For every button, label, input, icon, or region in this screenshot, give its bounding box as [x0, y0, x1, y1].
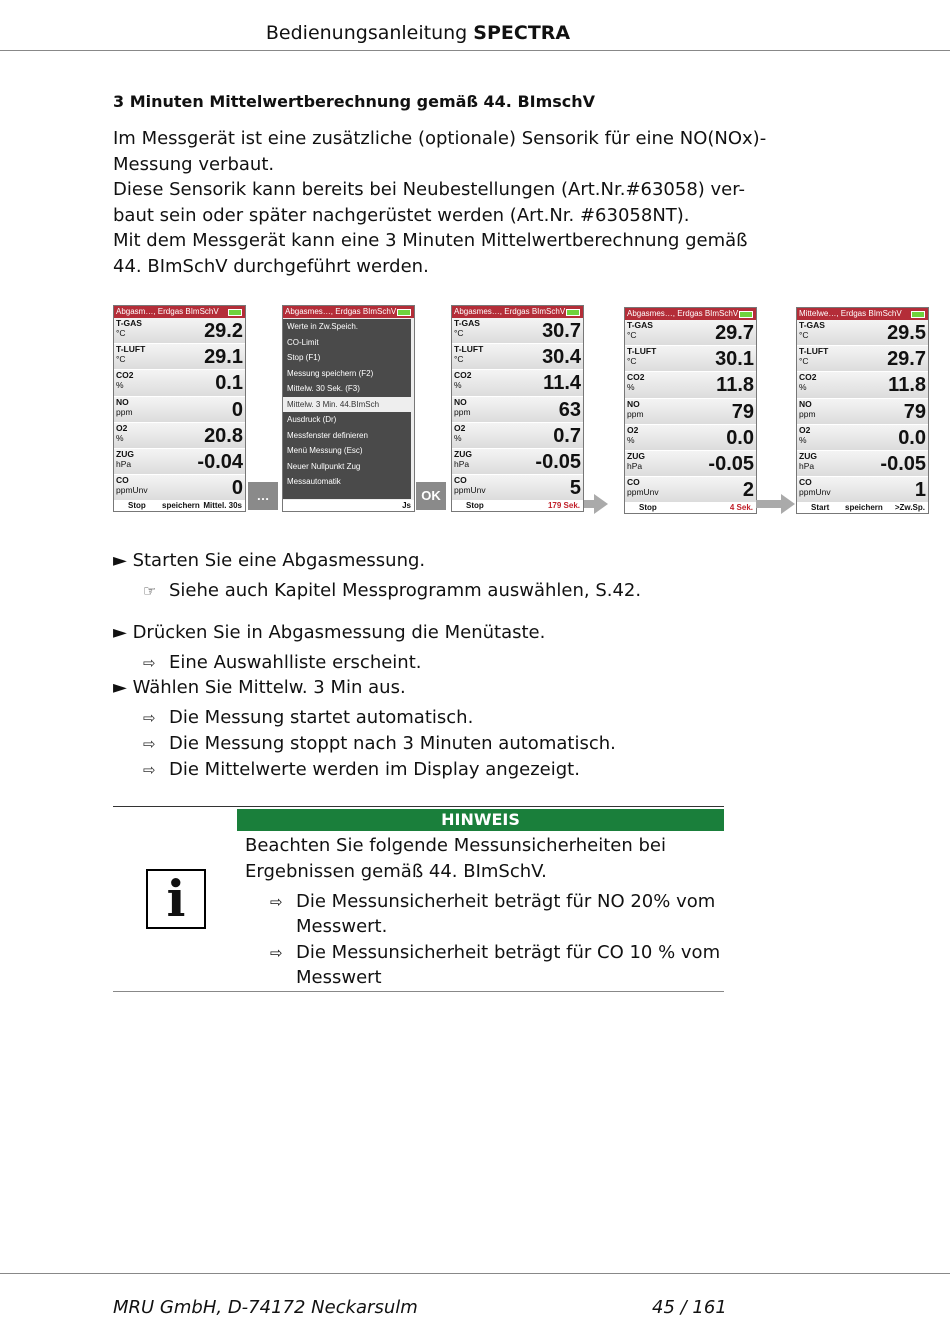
measurement-value: 1: [914, 479, 926, 502]
measurement-unit: °C: [799, 330, 809, 340]
measurement-unit: °C: [627, 356, 637, 367]
measurement-unit: %: [116, 432, 124, 443]
measurement-value: 29.1: [204, 346, 243, 369]
result-arrow-icon: ⇨: [143, 654, 156, 672]
measurement-row: [797, 320, 928, 346]
ok-key-button[interactable]: OK: [416, 482, 446, 510]
measurement-label: T-GAS: [454, 318, 480, 328]
menu-item[interactable]: Menü Messung (Esc): [287, 446, 363, 455]
measurement-label: CO2: [799, 372, 817, 383]
footer-rule: [0, 1273, 950, 1274]
measurement-value: 63: [558, 398, 581, 421]
arrow-right-icon: [594, 494, 608, 514]
battery-icon: [911, 311, 925, 318]
screen-title-bar: Abgasmes…, Erdgas BImSchV: [283, 306, 414, 318]
softkey-right[interactable]: 4 Sek.: [729, 503, 753, 512]
measurement-unit: °C: [454, 328, 464, 338]
menu-item[interactable]: CO-Limit: [287, 337, 319, 347]
measurement-label: CO2: [454, 370, 472, 381]
measurement-row: [625, 372, 756, 398]
measurement-unit: %: [116, 380, 124, 391]
measurement-row: [625, 451, 756, 477]
step-1-reference: ☞ Siehe auch Kapitel Messprogramm auswählen, S.42.: [143, 580, 642, 601]
measurement-row: [797, 477, 928, 503]
measurement-row: [625, 399, 756, 425]
measurement-label: NO: [454, 396, 467, 407]
measurement-label: NO: [116, 396, 129, 407]
softkey-right[interactable]: Mittel. 30s: [203, 501, 242, 510]
measurement-row: [114, 475, 245, 501]
measurement-value: 0.1: [215, 372, 243, 395]
measurement-value: 11.8: [888, 374, 926, 397]
page-header: Bedienungsanleitung SPECTRA: [265, 22, 571, 44]
selection-menu: [283, 319, 411, 499]
softkey-middle[interactable]: speichern: [162, 501, 200, 510]
step-2: ► Drücken Sie in Abgasmessung die Menütaste.: [113, 622, 546, 643]
measurement-row: [797, 425, 928, 451]
result-arrow-icon: ⇨: [143, 735, 156, 753]
measurement-label: NO: [799, 398, 812, 409]
measurement-unit: hPa: [799, 460, 815, 471]
measurement-unit: %: [627, 382, 635, 393]
measurement-value: 20.8: [204, 424, 243, 447]
footer-company: MRU GmbH, D-74172 Neckarsulm: [113, 1297, 418, 1318]
measurement-row: [114, 370, 245, 396]
measurement-value: 79: [903, 400, 926, 423]
softkey-bar: [797, 502, 928, 513]
notice-item-1-cont: Messwert.: [296, 916, 388, 937]
measurement-label: T-LUFT: [116, 344, 146, 355]
measurement-value: 0.0: [898, 426, 926, 449]
menu-item[interactable]: Stop (F1): [287, 353, 321, 362]
measurement-label: T-GAS: [627, 320, 653, 330]
battery-icon: [228, 309, 242, 316]
measurement-unit: ppmUnv: [627, 487, 659, 498]
result-arrow-icon: ⇨: [270, 893, 283, 911]
measurement-row: [452, 449, 583, 475]
measurement-unit: °C: [116, 354, 126, 365]
measurement-value: -0.04: [197, 450, 243, 473]
measurement-unit: ppm: [116, 406, 133, 417]
measurement-row: [797, 399, 928, 425]
notice-label: HINWEIS: [237, 809, 724, 831]
measurement-row: [625, 346, 756, 372]
notice-item-2-cont: Messwert: [296, 967, 382, 988]
measurement-label: CO: [627, 477, 640, 488]
measurement-row: [114, 318, 245, 344]
measurement-value: 2: [742, 479, 754, 502]
intro-paragraph: Im Messgerät ist eine zusätzliche (optionale) Sensorik für eine NO(NOx)- Messung verbaut. Diese Sensorik kann bereits bei Neubestellungen (Art.Nr.#63058) ver- baut sein oder später nachgerüstet werden (Art.Nr. #63058NT). Mit dem Messgerät kann eine 3 Minuten Mittelwertberechnung gemäß 44. BImSchV durchgeführt werden.: [113, 128, 767, 277]
measurement-value: 0: [231, 477, 243, 500]
measurement-unit: hPa: [627, 460, 643, 471]
measurement-row: [114, 449, 245, 475]
measurement-value: 0.0: [726, 426, 754, 449]
battery-icon: [739, 311, 753, 318]
measurement-label: T-GAS: [799, 320, 825, 330]
notice-item-2: ⇨ Die Messunsicherheit beträgt für CO 10 % vom: [270, 940, 720, 967]
measurement-unit: °C: [454, 354, 464, 365]
measurement-unit: %: [799, 382, 807, 393]
measurement-label: CO: [799, 477, 812, 488]
softkey-middle[interactable]: speichern: [845, 503, 883, 512]
measurement-label: O2: [454, 422, 466, 433]
screen-title-bar: Abgasmes…, Erdgas BImSchV: [625, 308, 756, 320]
measurement-unit: ppmUnv: [116, 485, 148, 496]
measurement-row: [452, 475, 583, 501]
arrow-right-icon: [781, 494, 795, 514]
softkey-left[interactable]: Stop: [466, 501, 484, 510]
menu-item[interactable]: Werte in Zw.Speich.: [287, 322, 358, 331]
screen-title-bar: Abgasmes…, Erdgas BImSchV: [452, 306, 583, 318]
measurement-unit: ppmUnv: [454, 485, 486, 496]
measurement-unit: ppmUnv: [799, 487, 831, 498]
softkey-bar: [283, 500, 414, 511]
menu-item[interactable]: Mittelw. 30 Sek. (F3): [287, 384, 360, 393]
measurement-row: [797, 372, 928, 398]
softkey-right[interactable]: >Zw.Sp.: [894, 503, 925, 512]
notice-item-1: ⇨ Die Messunsicherheit beträgt für NO 20% vom: [270, 889, 715, 916]
measurement-unit: %: [454, 380, 462, 391]
step-3-result-1: ⇨ Die Messung startet automatisch.: [143, 707, 474, 728]
battery-icon: [397, 309, 411, 316]
measurement-unit: ppm: [627, 408, 644, 419]
measurement-label: CO: [116, 475, 129, 486]
measurement-label: ZUG: [627, 450, 645, 461]
menu-key-button[interactable]: …: [248, 482, 278, 510]
softkey-left[interactable]: Stop: [639, 503, 657, 512]
info-icon: i: [146, 869, 206, 929]
measurement-value: 29.7: [715, 322, 754, 344]
softkey-bar: [114, 500, 245, 511]
softkey-right[interactable]: 179 Sek.: [547, 501, 580, 510]
device-screen-5: [796, 307, 929, 514]
measurement-unit: ppm: [454, 406, 471, 417]
measurement-label: O2: [799, 424, 811, 435]
step-2-result: ⇨ Eine Auswahlliste erscheint.: [143, 652, 422, 673]
measurement-unit: %: [454, 432, 462, 443]
menu-item[interactable]: Messung speichern (F2): [287, 368, 374, 378]
arrow-bar-1: [584, 500, 594, 508]
measurement-value: 29.5: [887, 322, 926, 344]
measurement-label: ZUG: [454, 448, 472, 459]
section-heading: 3 Minuten Mittelwertberechnung gemäß 44. BImschV: [113, 92, 596, 111]
measurement-value: 30.7: [542, 320, 581, 342]
measurement-unit: °C: [799, 356, 809, 367]
measurement-label: CO2: [627, 372, 645, 383]
measurement-value: 79: [731, 400, 754, 423]
product-name: SPECTRA: [473, 22, 571, 44]
footer-page-number: 45 / 161: [652, 1297, 727, 1318]
notice-text: Beachten Sie folgende Messunsicherheiten bei Ergebnissen gemäß 44. BImSchV.: [245, 835, 666, 882]
measurement-row: [625, 477, 756, 503]
measurement-row: [114, 344, 245, 370]
measurement-unit: hPa: [116, 458, 132, 469]
device-screen-4: [624, 307, 757, 514]
measurement-value: 0.7: [553, 424, 581, 447]
header-rule: [0, 50, 950, 51]
measurement-unit: ppm: [799, 408, 816, 419]
measurement-unit: °C: [116, 328, 126, 338]
menu-item[interactable]: Mittelw. 3 Min. 44.BImSch: [283, 397, 411, 413]
measurement-label: O2: [627, 424, 639, 435]
measurement-unit: %: [627, 434, 635, 445]
menu-item[interactable]: Messfenster definieren: [287, 430, 368, 440]
battery-icon: [566, 309, 580, 316]
measurement-value: 29.7: [887, 348, 926, 371]
measurement-row: [452, 344, 583, 370]
measurement-label: NO: [627, 398, 640, 409]
device-screen-2: [282, 305, 415, 512]
result-arrow-icon: ⇨: [143, 761, 156, 779]
measurement-row: [625, 425, 756, 451]
measurement-value: 30.4: [542, 346, 581, 369]
measurement-unit: hPa: [454, 458, 470, 469]
device-screen-3: [451, 305, 584, 512]
measurement-row: [797, 346, 928, 372]
measurement-value: -0.05: [708, 452, 754, 475]
arrow-bar-2: [756, 500, 782, 508]
measurement-unit: %: [799, 434, 807, 445]
measurement-value: -0.05: [535, 450, 581, 473]
menu-item[interactable]: Messautomatik: [287, 477, 341, 486]
measurement-value: 29.2: [204, 320, 243, 342]
softkey-left[interactable]: Start: [811, 503, 830, 512]
measurement-value: 11.8: [716, 374, 754, 397]
softkey-bar: [625, 502, 756, 513]
pointing-hand-icon: ☞: [143, 582, 157, 600]
menu-item[interactable]: Neuer Nullpunkt Zug: [287, 461, 361, 471]
measurement-value: 11.4: [543, 372, 581, 395]
measurement-row: [452, 397, 583, 423]
measurement-value: 30.1: [715, 348, 754, 371]
result-arrow-icon: ⇨: [270, 944, 283, 962]
measurement-row: [452, 423, 583, 449]
measurement-unit: °C: [627, 330, 637, 340]
device-screen-1: [113, 305, 246, 512]
measurement-row: [625, 320, 756, 346]
measurement-label: T-LUFT: [799, 346, 829, 357]
measurement-label: ZUG: [799, 450, 817, 461]
measurement-label: CO2: [116, 370, 134, 381]
measurement-label: T-GAS: [116, 318, 142, 328]
step-3-result-2: ⇨ Die Messung stoppt nach 3 Minuten automatisch.: [143, 733, 616, 754]
measurement-value: 0: [231, 398, 243, 421]
softkey-left[interactable]: Stop: [128, 501, 146, 510]
screen-title-bar: Abgasm…, Erdgas BImSchV: [114, 306, 245, 318]
softkey-right[interactable]: Js: [402, 501, 411, 510]
measurement-row: [452, 370, 583, 396]
measurement-label: T-LUFT: [454, 344, 484, 355]
measurement-label: O2: [116, 422, 128, 433]
measurement-row: [114, 423, 245, 449]
measurement-row: [797, 451, 928, 477]
menu-item[interactable]: Ausdruck (Dr): [287, 415, 337, 424]
measurement-row: [114, 397, 245, 423]
screen-title-bar: Mittelwe…, Erdgas BImSchV: [797, 308, 928, 320]
measurement-row: [452, 318, 583, 344]
step-3-result-3: ⇨ Die Mittelwerte werden im Display angezeigt.: [143, 759, 580, 780]
measurement-label: CO: [454, 475, 467, 486]
result-arrow-icon: ⇨: [143, 709, 156, 727]
step-3: ► Wählen Sie Mittelw. 3 Min aus.: [113, 677, 406, 698]
step-1: ► Starten Sie eine Abgasmessung.: [113, 550, 426, 571]
measurement-value: 5: [569, 477, 581, 500]
measurement-label: ZUG: [116, 448, 134, 459]
measurement-label: T-LUFT: [627, 346, 657, 357]
measurement-value: -0.05: [880, 452, 926, 475]
softkey-bar: [452, 500, 583, 511]
